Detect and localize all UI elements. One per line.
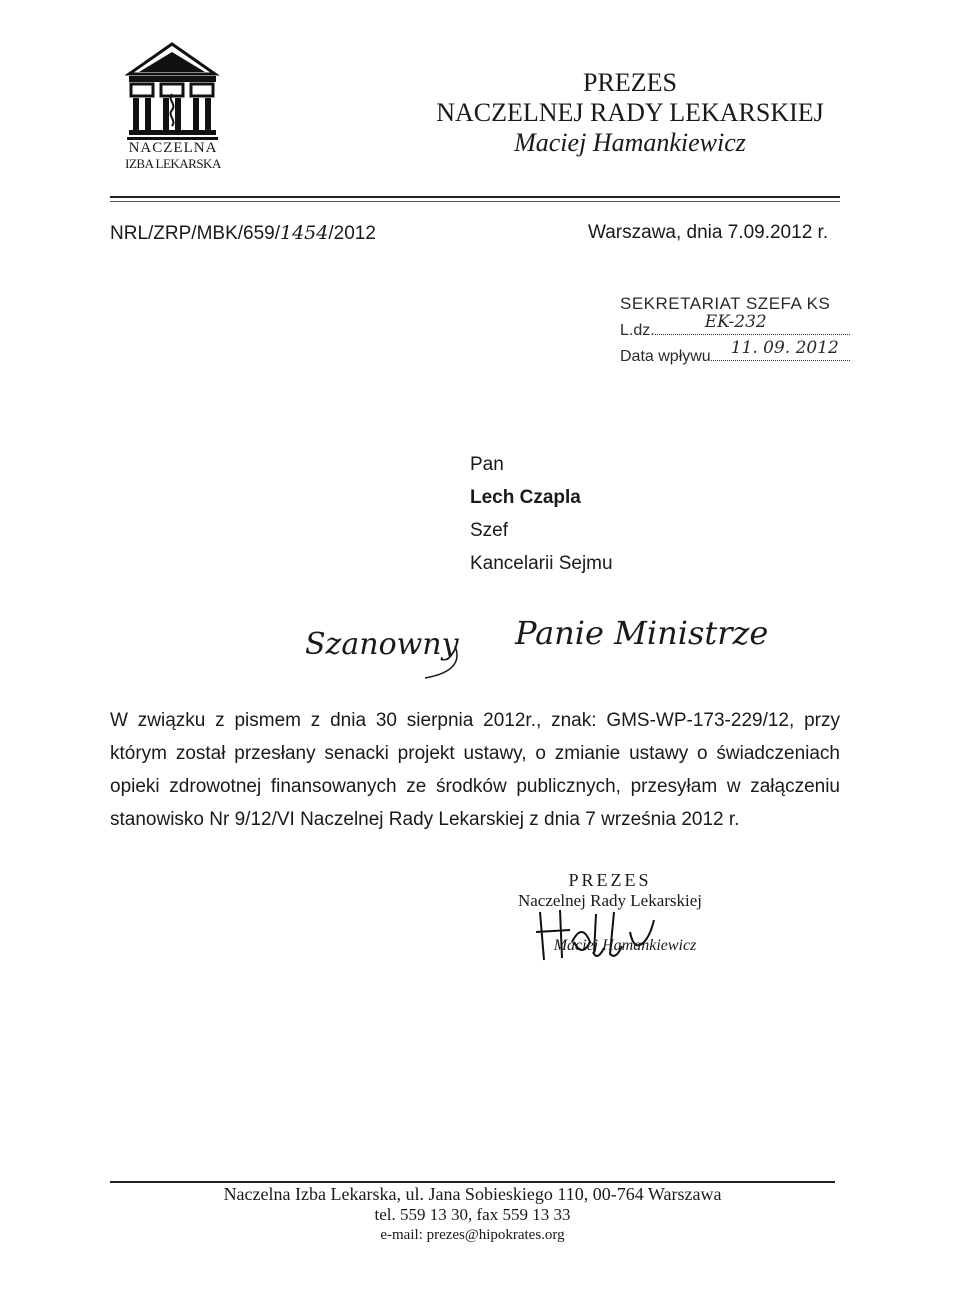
footer-email: e-mail: prezes@hipokrates.org: [380, 1227, 565, 1243]
signature-block: [490, 870, 730, 955]
handwritten-greeting-right: Panie Ministrze: [515, 614, 769, 652]
stamp-title: SEKRETARIAT SZEFA KS: [620, 294, 831, 313]
stamp-date-value: 11. 09. 2012: [730, 338, 839, 358]
signature-title: PREZES: [568, 870, 652, 890]
addressee-office: Kancelarii Sejmu: [470, 553, 613, 574]
reference-prefix: NRL/ZRP/MBK/659/: [110, 223, 280, 244]
stamp-ldz-label: L.dz.: [620, 322, 655, 339]
receipt-stamp: [620, 294, 850, 366]
letterhead-title-council: NACZELNEJ RADY LEKARSKIEJ: [436, 98, 824, 127]
letterhead-president-name: Maciej Hamankiewicz: [514, 128, 746, 157]
reference-suffix: /2012: [328, 223, 376, 244]
logo-caption: [118, 140, 228, 172]
stamp-ldz-value: EK-232: [704, 312, 767, 332]
logo-caption-line1: NACZELNA: [128, 140, 218, 156]
signature-name: Maciej Hamankiewicz: [553, 937, 697, 954]
reference-number: [110, 222, 376, 245]
letterhead-rule-bottom: [110, 201, 840, 202]
letterhead-title-prezes: PREZES: [583, 68, 677, 97]
addressee-name: Lech Czapla: [470, 487, 581, 508]
addressee-salutation: Pan: [470, 454, 504, 475]
addressee-position: Szef: [470, 520, 509, 541]
logo-caption-line2: IZBA LEKARSKA: [125, 156, 221, 171]
stamp-date-line: [711, 338, 850, 361]
stamp-ldz-line: [655, 312, 850, 335]
letter-date: Warszawa, dnia 7.09.2012 r.: [588, 222, 829, 243]
handwritten-signature: [510, 902, 710, 962]
letter-body: W związku z pismem z dnia 30 sierpnia 2012r., znak: GMS-WP-173-229/12, przy którym został przesłany senacki projekt ustawy, o zmianie ustawy o świadczeniach opieki zdrowotnej finansowanych ze środków publicznych, przesyłam w załączeniu stanowisko Nr 9/12/VI Naczelnej Rady Lekarskiej z dnia 7 września 2012 r.: [110, 710, 840, 830]
footer-phone: tel. 559 13 30, fax 559 13 33: [374, 1205, 571, 1224]
addressee-block: [470, 448, 613, 580]
letterhead-rule-top: [110, 196, 840, 198]
stamp-date-row: [620, 338, 850, 366]
footer: [110, 1183, 835, 1245]
handwritten-greeting: [305, 606, 825, 686]
footer-address: Naczelna Izba Lekarska, ul. Jana Sobieskiego 110, 00-764 Warszawa: [223, 1184, 722, 1204]
signature-organization: Naczelnej Rady Lekarskiej: [517, 891, 703, 910]
handwritten-greeting-left: Szanowny: [305, 627, 459, 662]
letterhead-title: [420, 68, 840, 158]
stamp-date-label: Data wpływu: [620, 348, 711, 365]
reference-handwritten-number: 1454: [280, 222, 329, 244]
stamp-ldz-row: [620, 312, 850, 340]
